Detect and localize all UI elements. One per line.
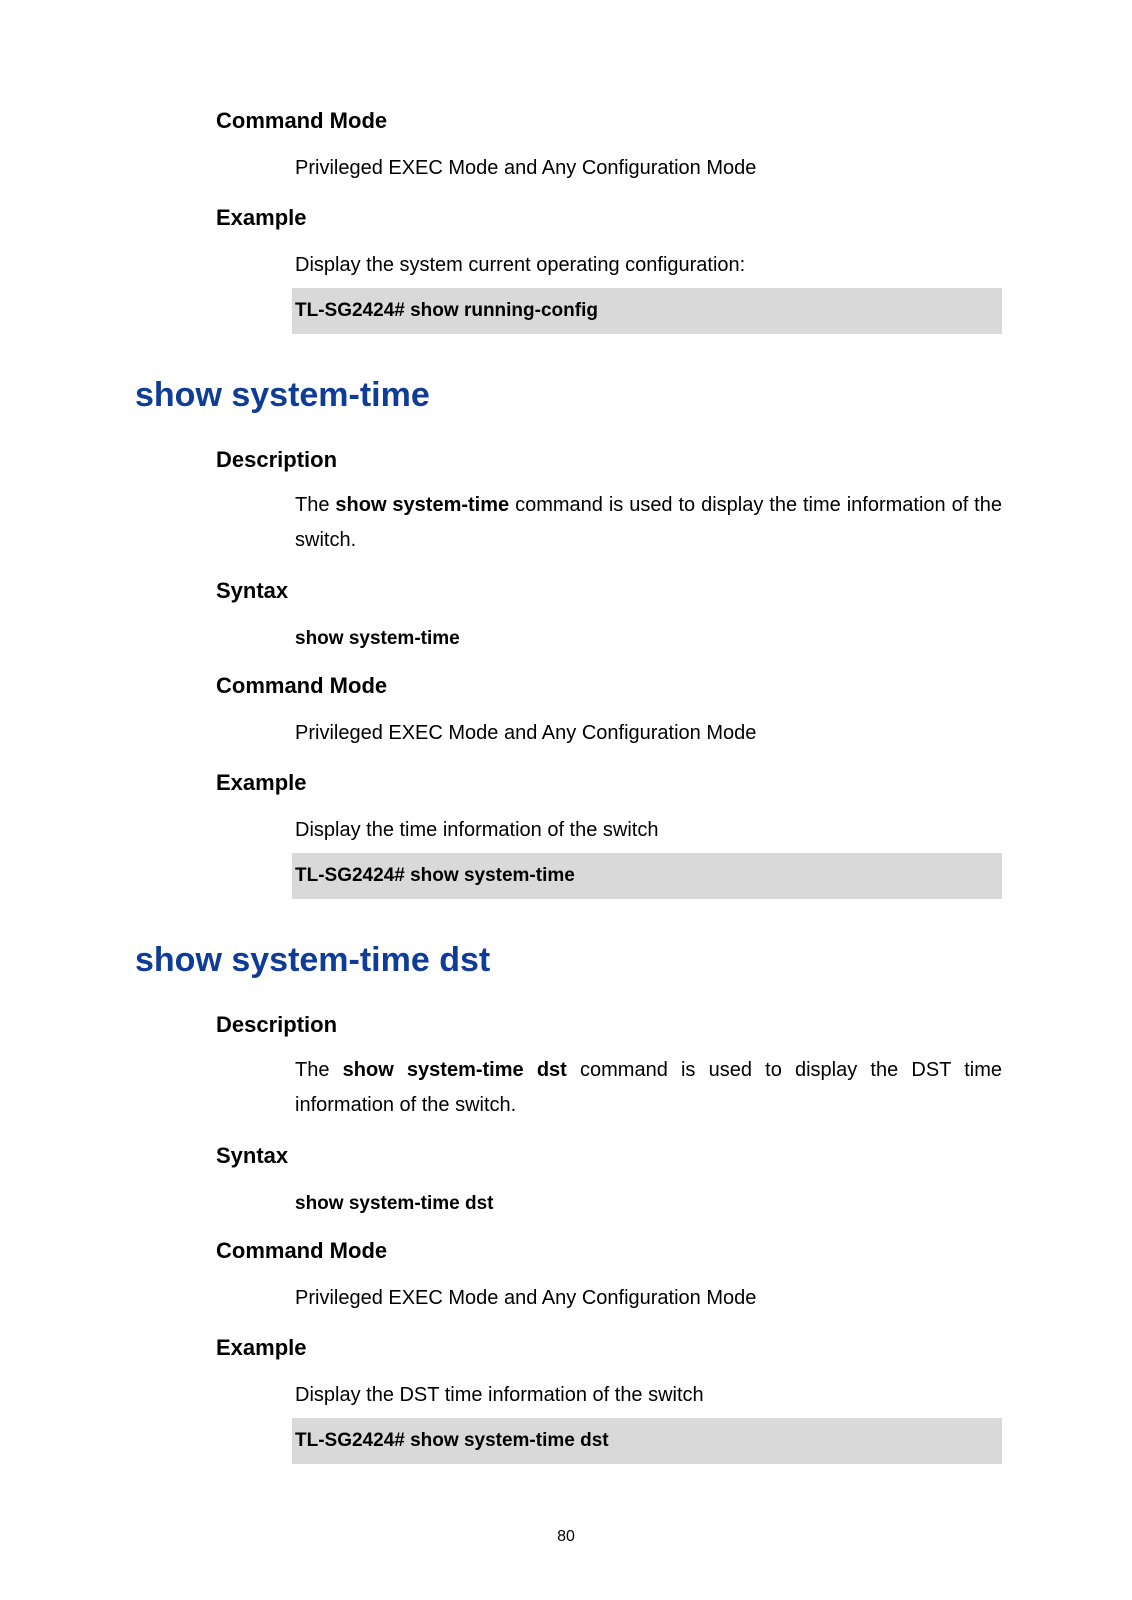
example-command-box <box>292 288 1002 334</box>
syntax-text: show system-time <box>295 628 460 649</box>
command-mode-text: Privileged EXEC Mode and Any Configuration Mode <box>295 722 757 744</box>
example-command: TL-SG2424# show system-time <box>295 865 575 886</box>
example-command-box <box>292 1418 1002 1464</box>
example-heading: Example <box>216 770 307 795</box>
command-mode-heading: Command Mode <box>216 1238 388 1263</box>
example-text: Display the DST time information of the switch <box>295 1384 704 1406</box>
description-text: The show system-time command is used to display the time information of the switch. <box>295 494 1002 551</box>
example-command: TL-SG2424# show running-config <box>295 300 598 321</box>
syntax-heading: Syntax <box>216 578 289 603</box>
command-mode-heading: Command Mode <box>216 108 388 133</box>
description-text: The show system-time dst command is used to display the DST time information of the switch. <box>295 1059 1002 1116</box>
example-heading: Example <box>216 205 307 230</box>
example-text: Display the time information of the switch <box>295 819 659 841</box>
command-mode-heading: Command Mode <box>216 673 388 698</box>
command-mode-text: Privileged EXEC Mode and Any Configuration Mode <box>295 157 757 179</box>
section-title: show system-time <box>135 376 430 414</box>
description-heading: Description <box>216 1012 338 1037</box>
page-number: 80 <box>557 1528 575 1545</box>
description-heading: Description <box>216 447 338 472</box>
command-mode-text: Privileged EXEC Mode and Any Configuration Mode <box>295 1287 757 1309</box>
example-command: TL-SG2424# show system-time dst <box>295 1430 609 1451</box>
syntax-heading: Syntax <box>216 1143 289 1168</box>
section-title: show system-time dst <box>135 941 491 979</box>
example-command-box <box>292 853 1002 899</box>
example-text: Display the system current operating configuration: <box>295 254 746 276</box>
example-heading: Example <box>216 1335 307 1360</box>
syntax-text: show system-time dst <box>295 1193 494 1214</box>
